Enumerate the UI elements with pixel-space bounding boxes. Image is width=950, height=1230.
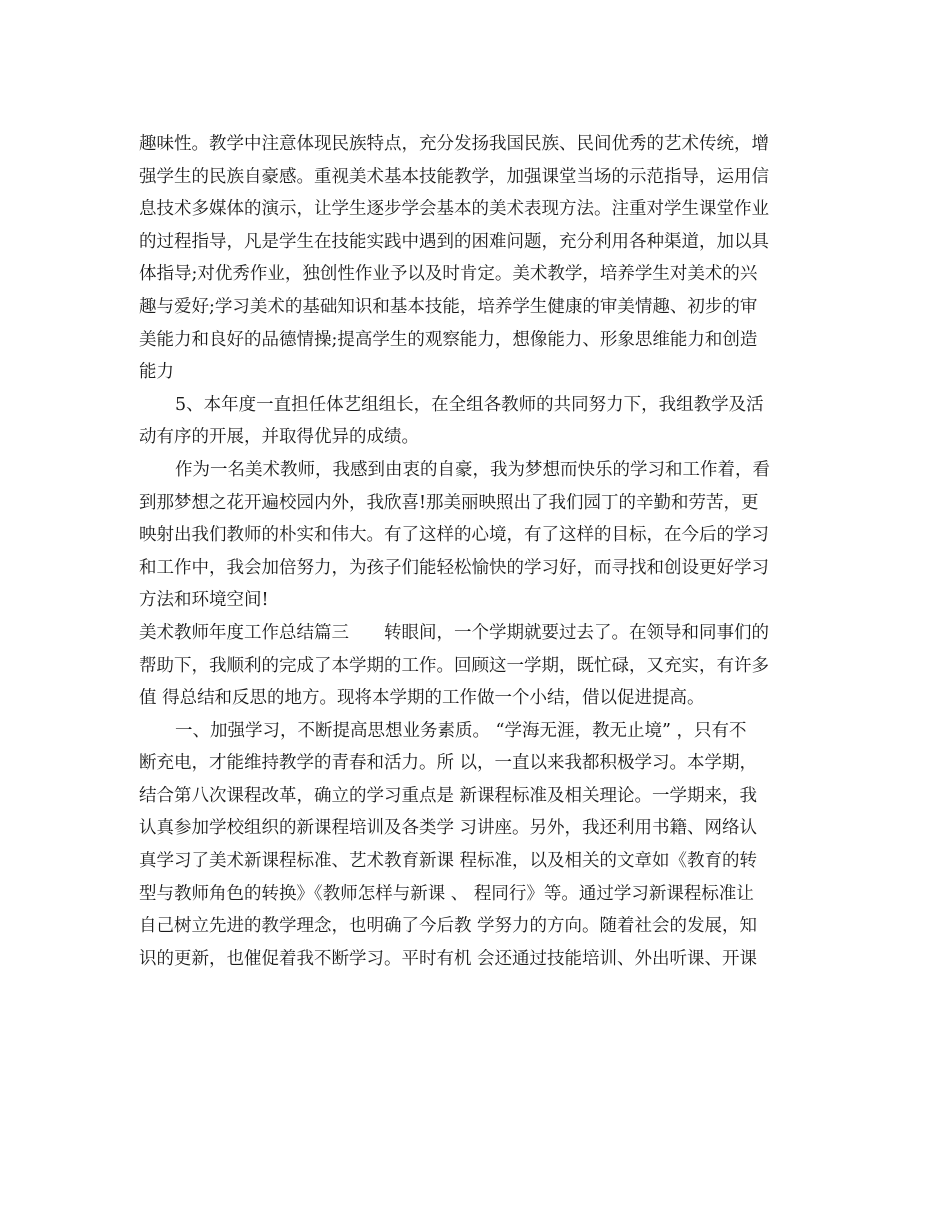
text-line: 能力 — [139, 362, 174, 383]
text-line: 自己树立先进的教学理念，也明确了今后教 学努力的方向。随着社会的发展，知 — [139, 916, 758, 937]
text-line: 作为一名美术教师，我感到由衷的自豪，我为梦想而快乐的学习和工作着，看 — [175, 459, 770, 480]
text-line: 动有序的开展，并取得优异的成绩。 — [139, 427, 419, 448]
text-line: 方法和环境空间! — [139, 590, 269, 611]
text-line: 真学习了美术新课程标准、艺术教育新课 程标准，以及相关的文章如《教育的转 — [139, 851, 758, 872]
document-body — [139, 128, 819, 975]
text-line: 结合第八次课程改革，确立的学习重点是 新课程标准及相关理论。一学期来，我 — [139, 785, 758, 806]
text-line: 识的更新，也催促着我不断学习。平时有机 会还通过技能培训、外出听课、开课 — [139, 948, 758, 969]
text-line: 的过程指导，凡是学生在技能实践中遇到的困难问题，充分利用各种渠道，加以具 — [139, 231, 769, 252]
text-line: 美术教师年度工作总结篇三 转眼间，一个学期就要过去了。在领导和同事们的 — [139, 622, 769, 643]
text-line: 到那梦想之花开遍校园内外，我欣喜!那美丽映照出了我们园丁的辛勤和劳苦，更 — [139, 492, 759, 513]
text-line: 认真参加学校组织的新课程培训及各类学 习讲座。另外，我还利用书籍、网络认 — [139, 818, 758, 839]
text-line: 5、本年度一直担任体艺组组长，在全组各教师的共同努力下，我组教学及活 — [175, 394, 764, 415]
text-line: 美能力和良好的品德情操;提高学生的观察能力，想像能力、形象思维能力和创造 — [139, 329, 758, 350]
text-line: 和工作中，我会加倍努力，为孩子们能轻松愉快的学习好，而寻找和创设更好学习 — [139, 557, 769, 578]
text-line: 断充电，才能维持教学的青春和活力。所 以，一直以来我都积极学习。本学期， — [139, 753, 758, 774]
text-line: 映射出我们教师的朴实和伟大。有了这样的心境，有了这样的目标，在今后的学习 — [139, 525, 769, 546]
text-line: 趣与爱好;学习美术的基础知识和基本技能，培养学生健康的审美情趣、初步的审 — [139, 296, 758, 317]
text-line: 趣味性。教学中注意体现民族特点，充分发扬我国民族、民间优秀的艺术传统，增 — [139, 134, 769, 154]
text-line: 息技术多媒体的演示，让学生逐步学会基本的美术表现方法。注重对学生课堂作业 — [139, 199, 769, 220]
text-line: 帮助下，我顺利的完成了本学期的工作。回顾这一学期，既忙碌，又充实，有许多 — [139, 655, 769, 676]
text-line: 体指导;对优秀作业，独创性作业予以及时肯定。美术教学，培养学生对美术的兴 — [139, 264, 758, 285]
text-line: 型与教师角色的转换》《教师怎样与新课 、 程同行》等。通过学习新课程标准让 — [139, 883, 754, 904]
text-line: 强学生的民族自豪感。重视美术基本技能教学，加强课堂当场的示范指导，运用信 — [139, 166, 769, 187]
text-line: 一、加强学习，不断提高思想业务素质。 “学海无涯，教无止境” ，只有不 — [175, 720, 747, 741]
text-line: 值 得总结和反思的地方。现将本学期的工作做一个小结，借以促进提高。 — [139, 688, 705, 709]
